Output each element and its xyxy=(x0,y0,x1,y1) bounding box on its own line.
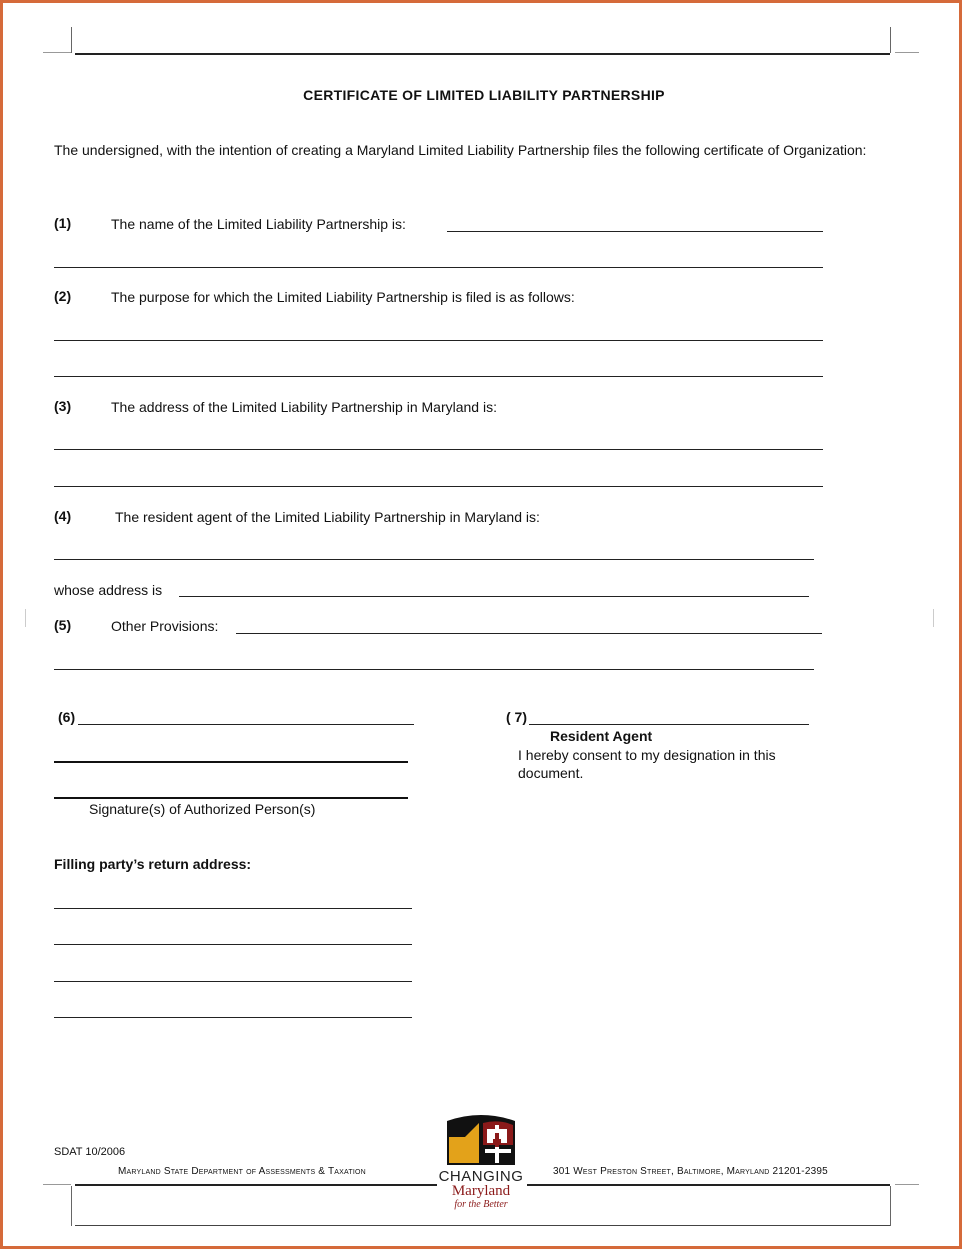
item-2-field-line-1[interactable] xyxy=(54,340,823,341)
item-4-label: The resident agent of the Limited Liability Partnership in Maryland is: xyxy=(115,509,540,525)
sig-7-line[interactable] xyxy=(529,724,809,725)
bottom-left-crop-mark xyxy=(43,1184,71,1185)
top-border-rule xyxy=(75,53,890,55)
item-2-number: (2) xyxy=(54,288,72,304)
right-edge-mark xyxy=(933,609,934,627)
top-left-crop-mark xyxy=(43,52,71,53)
sig-6-line-1[interactable] xyxy=(78,724,414,725)
agency-name: Maryland State Department of Assessments & Taxation xyxy=(118,1166,366,1177)
item-4-number: (4) xyxy=(54,508,72,524)
item-2-field-line-2[interactable] xyxy=(54,376,823,377)
return-address-line-1[interactable] xyxy=(54,908,412,909)
document-title: CERTIFICATE OF LIMITED LIABILITY PARTNERSHIP xyxy=(303,87,665,103)
item-2-label: The purpose for which the Limited Liability Partnership is filed is as follows: xyxy=(111,289,575,305)
item-3-number: (3) xyxy=(54,398,72,414)
item-4-field-line[interactable] xyxy=(54,559,814,560)
sig-7-number: ( 7) xyxy=(506,709,527,725)
top-right-crop-mark xyxy=(895,52,919,53)
bottom-inner-rule xyxy=(75,1225,890,1226)
return-address-label: Filling party’s return address: xyxy=(54,856,252,872)
return-address-line-3[interactable] xyxy=(54,981,412,982)
item-5-field-line-1[interactable] xyxy=(236,633,822,634)
resident-agent-title: Resident Agent xyxy=(550,728,653,744)
sig-6-line-3[interactable] xyxy=(54,797,408,799)
top-right-tick xyxy=(890,27,891,53)
whose-address-label: whose address is xyxy=(54,582,163,598)
item-1-field-line-2[interactable] xyxy=(54,267,823,268)
return-address-line-2[interactable] xyxy=(54,944,412,945)
maryland-flag-icon xyxy=(435,1115,527,1167)
item-5-field-line-2[interactable] xyxy=(54,669,814,670)
sig-6-number: (6) xyxy=(58,709,76,725)
changing-maryland-logo xyxy=(435,1115,527,1211)
item-3-field-line-2[interactable] xyxy=(54,486,823,487)
item-1-number: (1) xyxy=(54,215,72,231)
form-id: SDAT 10/2006 xyxy=(54,1146,126,1158)
item-3-label: The address of the Limited Liability Partnership in Maryland is: xyxy=(111,399,497,415)
bottom-right-tick xyxy=(890,1186,891,1226)
item-3-field-line-1[interactable] xyxy=(54,449,823,450)
whose-address-field-line[interactable] xyxy=(179,596,809,597)
item-1-field-line[interactable] xyxy=(447,231,823,232)
item-5-label: Other Provisions: xyxy=(111,618,219,634)
bottom-right-crop-mark xyxy=(895,1184,919,1185)
left-edge-mark xyxy=(25,609,26,627)
sig-6-line-2[interactable] xyxy=(54,761,408,763)
bottom-border-rule-left xyxy=(75,1184,437,1186)
sig-6-caption: Signature(s) of Authorized Person(s) xyxy=(89,801,316,817)
intro-paragraph: The undersigned, with the intention of creating a Maryland Limited Liability Partnership files the following certificate of Organization: xyxy=(54,142,867,158)
bottom-left-tick xyxy=(71,1186,72,1226)
resident-agent-consent: I hereby consent to my designation in this document. xyxy=(518,747,776,781)
bottom-border-rule-right xyxy=(527,1184,890,1186)
return-address-line-4[interactable] xyxy=(54,1017,412,1018)
logo-line-3: for the Better xyxy=(454,1199,508,1210)
item-1-label: The name of the Limited Liability Partnership is: xyxy=(111,216,406,232)
logo-line-2: Maryland xyxy=(451,1183,511,1199)
top-left-tick xyxy=(71,27,72,53)
agency-address: 301 West Preston Street, Baltimore, Maryland 21201-2395 xyxy=(553,1166,828,1177)
item-5-number: (5) xyxy=(54,617,72,633)
logo-line-1: CHANGING xyxy=(438,1168,524,1185)
